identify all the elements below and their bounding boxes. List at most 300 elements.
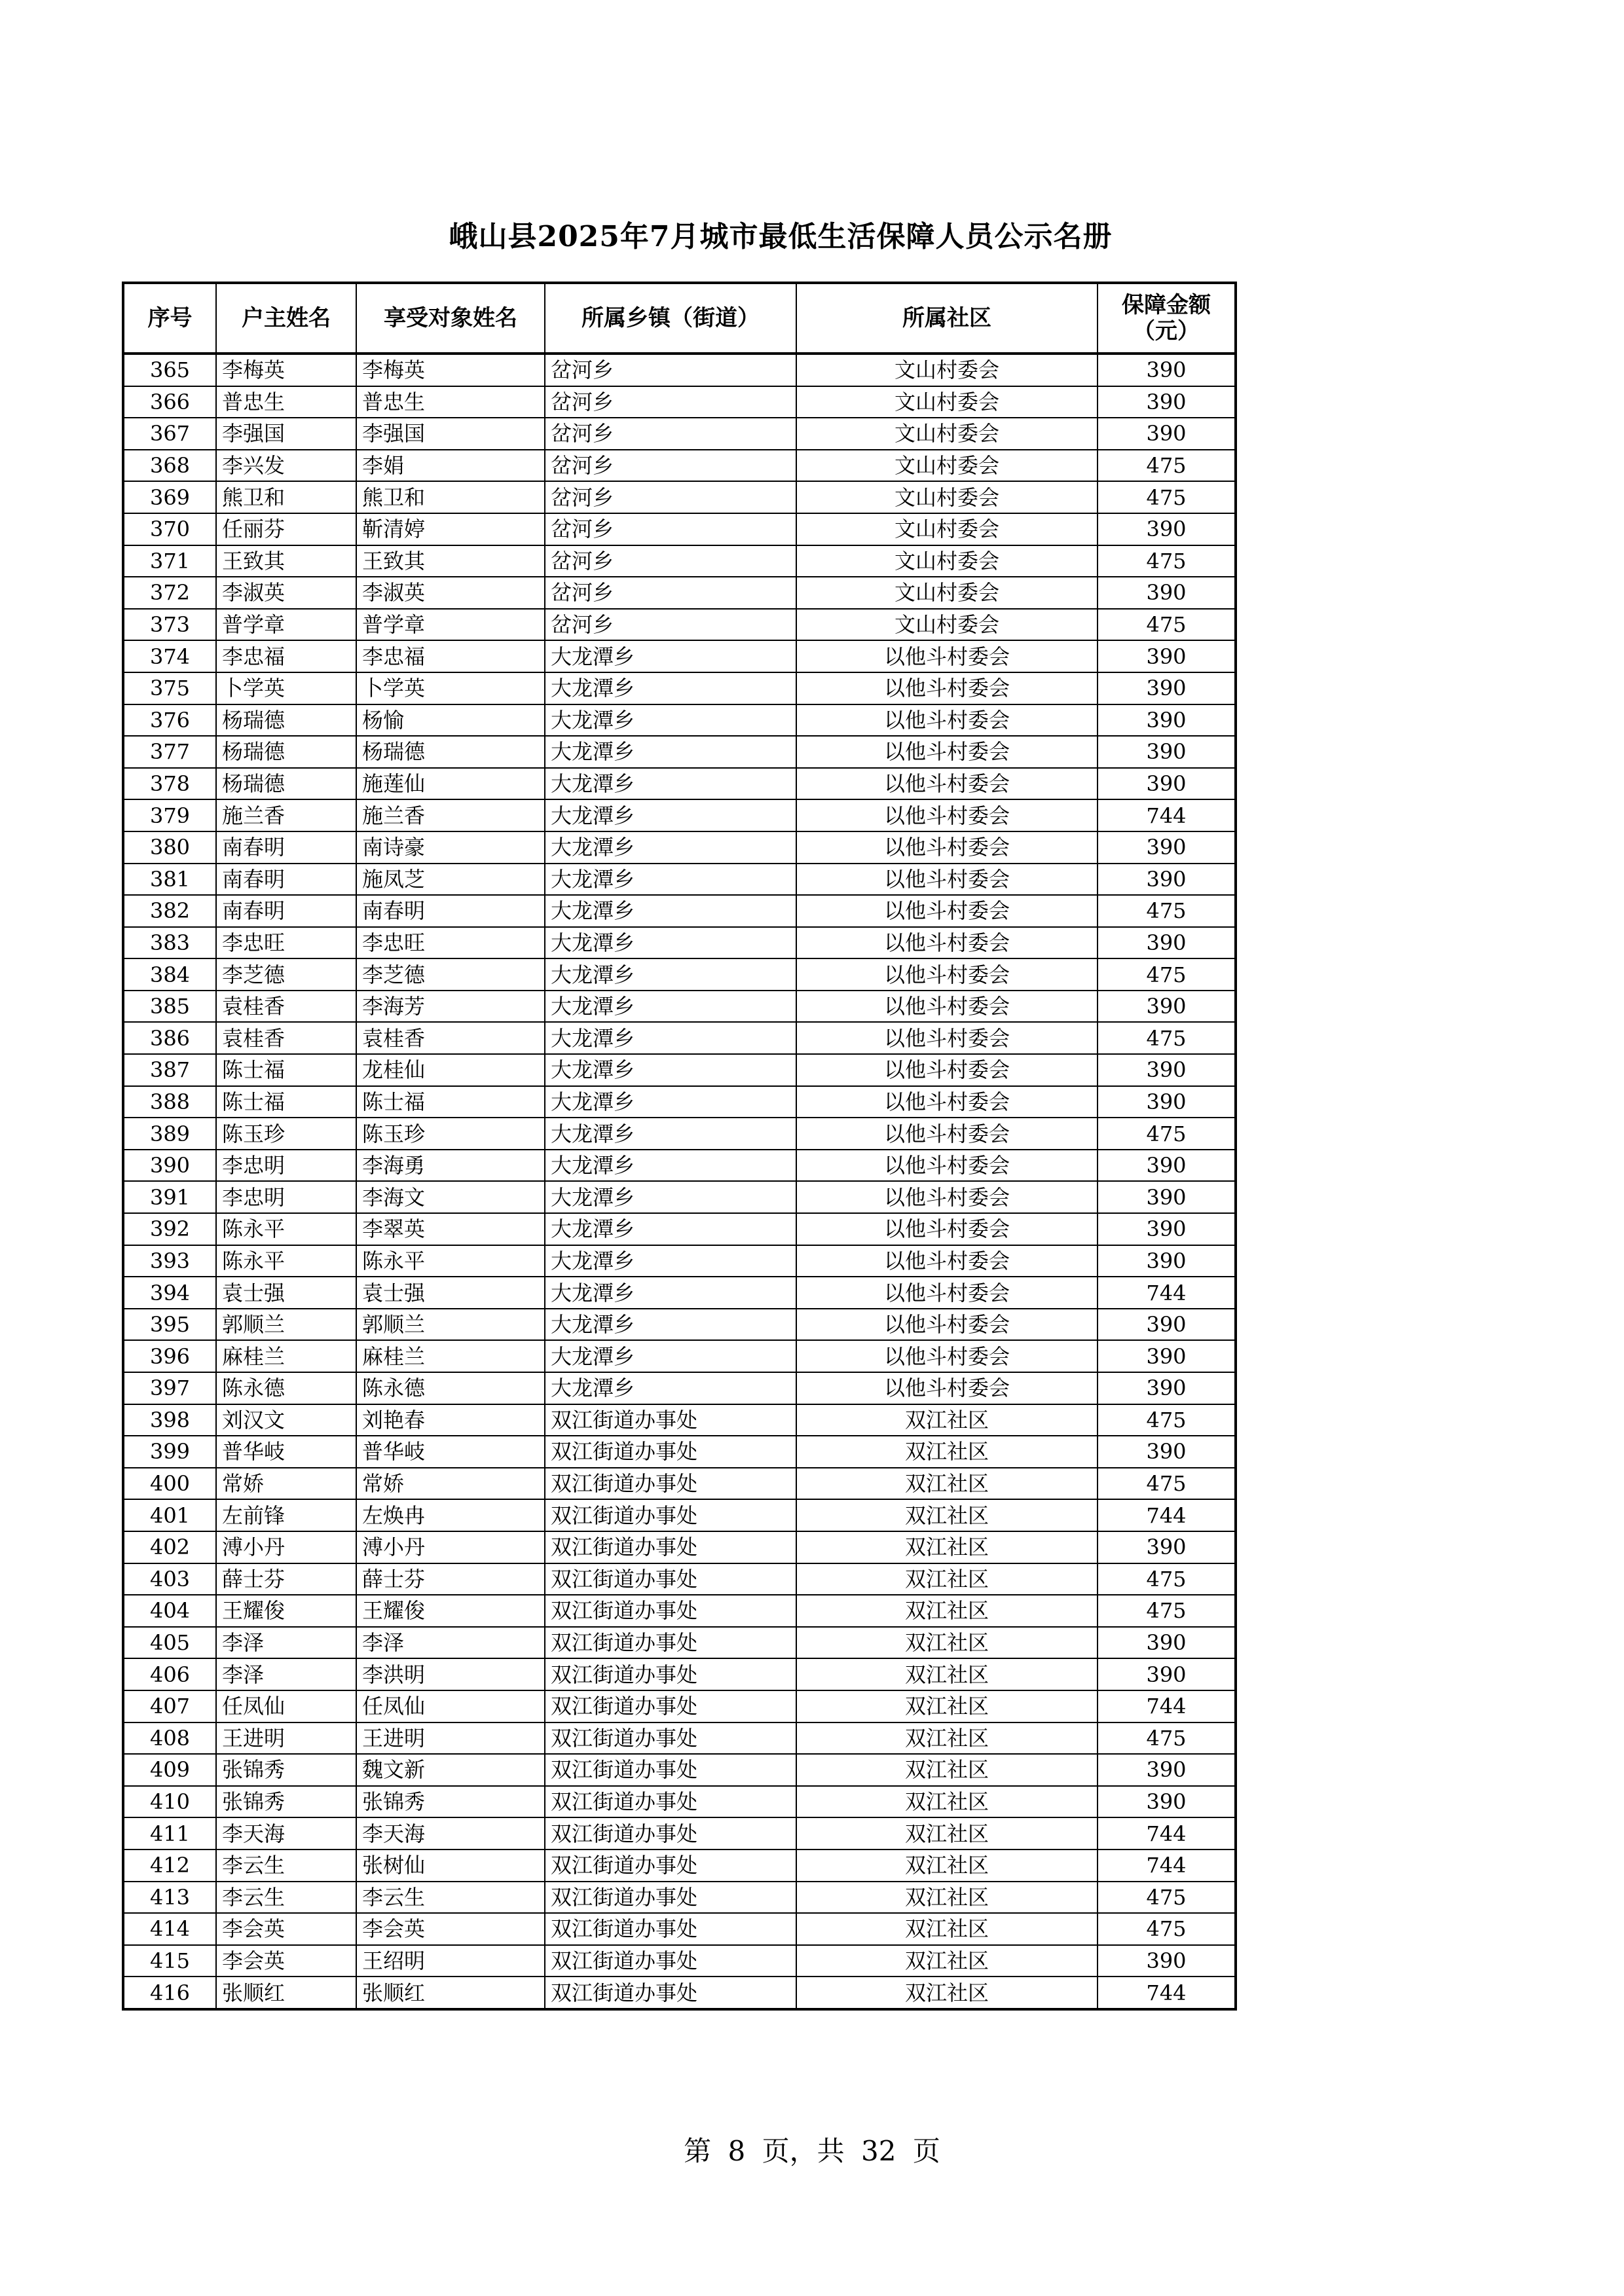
table-row [123, 481, 1236, 513]
cell-seq: 411 [123, 1817, 216, 1850]
cell-town: 双江街道办事处 [545, 1404, 796, 1436]
cell-community: 双江社区 [796, 1468, 1098, 1500]
cell-community: 双江社区 [796, 1563, 1098, 1595]
cell-head-name: 李梅英 [216, 354, 356, 386]
table-row [123, 1245, 1236, 1277]
cell-head-name: 王致其 [216, 545, 356, 577]
table-row [123, 1786, 1236, 1818]
table-row [123, 1340, 1236, 1372]
cell-seq: 384 [123, 958, 216, 991]
cell-person-name: 李会英 [356, 1913, 545, 1945]
table-row [123, 1309, 1236, 1341]
table-row [123, 1977, 1236, 2009]
table-row [123, 704, 1236, 737]
table-row [123, 1690, 1236, 1722]
cell-seq: 414 [123, 1913, 216, 1945]
cell-seq: 375 [123, 672, 216, 704]
cell-community: 以他斗村委会 [796, 1086, 1098, 1118]
cell-person-name: 张树仙 [356, 1850, 545, 1882]
page-title-text: 峨山县2025年7月城市最低生活保障人员公示名册 [449, 220, 1113, 253]
footer-total-pages: 32 [861, 2135, 896, 2167]
cell-seq: 392 [123, 1213, 216, 1245]
cell-person-name: 李洪明 [356, 1658, 545, 1690]
cell-person-name: 李娟 [356, 450, 545, 482]
cell-head-name: 袁桂香 [216, 1022, 356, 1054]
header-row [123, 283, 1236, 354]
cell-town: 双江街道办事处 [545, 1468, 796, 1500]
cell-community: 双江社区 [796, 1913, 1098, 1945]
cell-community: 双江社区 [796, 1786, 1098, 1818]
cell-seq: 407 [123, 1690, 216, 1722]
cell-person-name: 王进明 [356, 1722, 545, 1755]
cell-town: 双江街道办事处 [545, 1786, 796, 1818]
cell-person-name: 普忠生 [356, 386, 545, 418]
cell-town: 双江街道办事处 [545, 1817, 796, 1850]
cell-community: 以他斗村委会 [796, 704, 1098, 737]
cell-town: 大龙潭乡 [545, 704, 796, 737]
cell-community: 以他斗村委会 [796, 1340, 1098, 1372]
cell-seq: 385 [123, 991, 216, 1023]
cell-community: 以他斗村委会 [796, 1181, 1098, 1213]
cell-person-name: 李海芳 [356, 991, 545, 1023]
cell-amount: 390 [1098, 1372, 1236, 1404]
cell-amount: 475 [1098, 1913, 1236, 1945]
footer-middle: 页，共 [762, 2135, 845, 2167]
table-row [123, 1850, 1236, 1882]
cell-amount: 390 [1098, 927, 1236, 959]
cell-town: 岔河乡 [545, 386, 796, 418]
cell-community: 文山村委会 [796, 386, 1098, 418]
cell-town: 双江街道办事处 [545, 1436, 796, 1468]
cell-head-name: 常娇 [216, 1468, 356, 1500]
table-row [123, 386, 1236, 418]
cell-head-name: 溥小丹 [216, 1531, 356, 1563]
page-title [0, 217, 1624, 257]
cell-community: 以他斗村委会 [796, 1150, 1098, 1182]
cell-person-name: 龙桂仙 [356, 1054, 545, 1086]
cell-head-name: 普华岐 [216, 1436, 356, 1468]
cell-community: 以他斗村委会 [796, 640, 1098, 672]
cell-seq: 410 [123, 1786, 216, 1818]
cell-community: 双江社区 [796, 1754, 1098, 1786]
cell-seq: 382 [123, 895, 216, 927]
cell-seq: 386 [123, 1022, 216, 1054]
cell-town: 大龙潭乡 [545, 1245, 796, 1277]
cell-head-name: 李忠旺 [216, 927, 356, 959]
header-amount-line1: 保障金额 [1122, 292, 1211, 318]
cell-town: 大龙潭乡 [545, 1309, 796, 1341]
cell-town: 大龙潭乡 [545, 1054, 796, 1086]
cell-head-name: 南春明 [216, 864, 356, 896]
cell-community: 以他斗村委会 [796, 768, 1098, 800]
cell-seq: 396 [123, 1340, 216, 1372]
table-row [123, 991, 1236, 1023]
cell-head-name: 陈玉珍 [216, 1118, 356, 1150]
cell-head-name: 普忠生 [216, 386, 356, 418]
cell-person-name: 陈士福 [356, 1086, 545, 1118]
cell-amount: 390 [1098, 1945, 1236, 1977]
cell-community: 以他斗村委会 [796, 1022, 1098, 1054]
cell-head-name: 李淑英 [216, 577, 356, 609]
cell-community: 双江社区 [796, 1436, 1098, 1468]
cell-town: 大龙潭乡 [545, 1277, 796, 1309]
table-row [123, 513, 1236, 545]
cell-head-name: 任凤仙 [216, 1690, 356, 1722]
cell-community: 以他斗村委会 [796, 1213, 1098, 1245]
page-footer [0, 2132, 1624, 2171]
table-row [123, 1054, 1236, 1086]
cell-amount: 390 [1098, 640, 1236, 672]
cell-town: 双江街道办事处 [545, 1977, 796, 2009]
cell-head-name: 陈永平 [216, 1213, 356, 1245]
table-row [123, 799, 1236, 831]
cell-town: 大龙潭乡 [545, 1340, 796, 1372]
cell-town: 大龙潭乡 [545, 1022, 796, 1054]
cell-community: 文山村委会 [796, 513, 1098, 545]
cell-community: 双江社区 [796, 1850, 1098, 1882]
cell-seq: 402 [123, 1531, 216, 1563]
cell-town: 大龙潭乡 [545, 768, 796, 800]
cell-community: 以他斗村委会 [796, 1372, 1098, 1404]
cell-head-name: 陈士福 [216, 1054, 356, 1086]
cell-community: 以他斗村委会 [796, 799, 1098, 831]
table-row [123, 418, 1236, 450]
cell-community: 以他斗村委会 [796, 831, 1098, 864]
cell-town: 大龙潭乡 [545, 1181, 796, 1213]
cell-head-name: 张锦秀 [216, 1754, 356, 1786]
cell-person-name: 李海文 [356, 1181, 545, 1213]
table-row [123, 577, 1236, 609]
cell-head-name: 薛士芬 [216, 1563, 356, 1595]
cell-head-name: 施兰香 [216, 799, 356, 831]
table-row [123, 1531, 1236, 1563]
cell-person-name: 李云生 [356, 1882, 545, 1914]
cell-person-name: 陈永德 [356, 1372, 545, 1404]
cell-head-name: 南春明 [216, 831, 356, 864]
footer-page-number: 8 [728, 2135, 746, 2167]
cell-seq: 389 [123, 1118, 216, 1150]
footer-prefix: 第 [684, 2135, 712, 2167]
cell-person-name: 李海勇 [356, 1150, 545, 1182]
cell-seq: 378 [123, 768, 216, 800]
cell-person-name: 李强国 [356, 418, 545, 450]
cell-head-name: 刘汉文 [216, 1404, 356, 1436]
cell-person-name: 刘艳春 [356, 1404, 545, 1436]
cell-amount: 475 [1098, 1595, 1236, 1627]
cell-amount: 390 [1098, 768, 1236, 800]
table-row [123, 1022, 1236, 1054]
cell-community: 双江社区 [796, 1977, 1098, 2009]
table-row [123, 1150, 1236, 1182]
table-row [123, 1722, 1236, 1755]
cell-head-name: 李兴发 [216, 450, 356, 482]
cell-community: 以他斗村委会 [796, 672, 1098, 704]
cell-head-name: 李强国 [216, 418, 356, 450]
cell-town: 双江街道办事处 [545, 1563, 796, 1595]
cell-town: 大龙潭乡 [545, 672, 796, 704]
cell-head-name: 普学章 [216, 609, 356, 641]
cell-seq: 399 [123, 1436, 216, 1468]
cell-community: 以他斗村委会 [796, 895, 1098, 927]
cell-town: 大龙潭乡 [545, 1213, 796, 1245]
cell-seq: 374 [123, 640, 216, 672]
cell-town: 大龙潭乡 [545, 640, 796, 672]
cell-community: 以他斗村委会 [796, 1309, 1098, 1341]
cell-seq: 395 [123, 1309, 216, 1341]
cell-town: 大龙潭乡 [545, 991, 796, 1023]
table-row [123, 1436, 1236, 1468]
cell-community: 文山村委会 [796, 418, 1098, 450]
cell-community: 双江社区 [796, 1690, 1098, 1722]
cell-town: 双江街道办事处 [545, 1850, 796, 1882]
cell-town: 双江街道办事处 [545, 1499, 796, 1531]
cell-person-name: 普华岐 [356, 1436, 545, 1468]
header-amount [1098, 283, 1236, 354]
table-row [123, 1118, 1236, 1150]
cell-community: 文山村委会 [796, 545, 1098, 577]
cell-amount: 475 [1098, 1468, 1236, 1500]
cell-community: 文山村委会 [796, 577, 1098, 609]
cell-town: 双江街道办事处 [545, 1627, 796, 1659]
cell-town: 大龙潭乡 [545, 799, 796, 831]
cell-amount: 390 [1098, 1786, 1236, 1818]
table-row [123, 672, 1236, 704]
table-row [123, 1563, 1236, 1595]
cell-town: 大龙潭乡 [545, 736, 796, 768]
table-row [123, 1086, 1236, 1118]
cell-person-name: 王绍明 [356, 1945, 545, 1977]
cell-community: 以他斗村委会 [796, 958, 1098, 991]
cell-community: 双江社区 [796, 1882, 1098, 1914]
cell-amount: 475 [1098, 1118, 1236, 1150]
cell-community: 双江社区 [796, 1658, 1098, 1690]
cell-person-name: 卜学英 [356, 672, 545, 704]
cell-community: 以他斗村委会 [796, 864, 1098, 896]
cell-head-name: 李泽 [216, 1627, 356, 1659]
cell-seq: 366 [123, 386, 216, 418]
table-row [123, 1754, 1236, 1786]
table-row [123, 895, 1236, 927]
cell-head-name: 王耀俊 [216, 1595, 356, 1627]
cell-community: 以他斗村委会 [796, 1277, 1098, 1309]
cell-head-name: 李芝德 [216, 958, 356, 991]
cell-seq: 412 [123, 1850, 216, 1882]
cell-person-name: 李泽 [356, 1627, 545, 1659]
cell-seq: 387 [123, 1054, 216, 1086]
cell-person-name: 任凤仙 [356, 1690, 545, 1722]
cell-seq: 415 [123, 1945, 216, 1977]
table-row [123, 545, 1236, 577]
cell-person-name: 张锦秀 [356, 1786, 545, 1818]
table-row [123, 354, 1236, 386]
cell-seq: 365 [123, 354, 216, 386]
table-row [123, 450, 1236, 482]
cell-person-name: 施兰香 [356, 799, 545, 831]
cell-community: 以他斗村委会 [796, 1245, 1098, 1277]
cell-person-name: 李梅英 [356, 354, 545, 386]
table-row [123, 1372, 1236, 1404]
cell-community: 以他斗村委会 [796, 927, 1098, 959]
cell-head-name: 李忠明 [216, 1150, 356, 1182]
cell-seq: 403 [123, 1563, 216, 1595]
cell-seq: 404 [123, 1595, 216, 1627]
cell-person-name: 陈永平 [356, 1245, 545, 1277]
cell-town: 大龙潭乡 [545, 1372, 796, 1404]
cell-town: 大龙潭乡 [545, 1118, 796, 1150]
cell-town: 大龙潭乡 [545, 895, 796, 927]
roster-table-header [123, 283, 1236, 354]
cell-person-name: 王耀俊 [356, 1595, 545, 1627]
cell-amount: 475 [1098, 609, 1236, 641]
cell-amount: 475 [1098, 1022, 1236, 1054]
cell-town: 大龙潭乡 [545, 831, 796, 864]
cell-amount: 475 [1098, 545, 1236, 577]
cell-seq: 416 [123, 1977, 216, 2009]
cell-seq: 380 [123, 831, 216, 864]
cell-town: 岔河乡 [545, 418, 796, 450]
cell-person-name: 靳清婷 [356, 513, 545, 545]
cell-head-name: 张顺红 [216, 1977, 356, 2009]
cell-person-name: 李淑英 [356, 577, 545, 609]
cell-town: 大龙潭乡 [545, 958, 796, 991]
cell-seq: 413 [123, 1882, 216, 1914]
table-row [123, 927, 1236, 959]
cell-amount: 744 [1098, 1850, 1236, 1882]
cell-amount: 390 [1098, 1627, 1236, 1659]
cell-person-name: 魏文新 [356, 1754, 545, 1786]
cell-community: 双江社区 [796, 1722, 1098, 1755]
cell-town: 双江街道办事处 [545, 1531, 796, 1563]
cell-community: 双江社区 [796, 1627, 1098, 1659]
cell-seq: 405 [123, 1627, 216, 1659]
cell-seq: 381 [123, 864, 216, 896]
cell-seq: 376 [123, 704, 216, 737]
cell-head-name: 任丽芬 [216, 513, 356, 545]
header-town: 所属乡镇（街道） [545, 283, 796, 354]
cell-person-name: 李忠福 [356, 640, 545, 672]
cell-amount: 390 [1098, 1436, 1236, 1468]
roster-table-body [123, 354, 1236, 2009]
cell-town: 大龙潭乡 [545, 864, 796, 896]
cell-town: 双江街道办事处 [545, 1658, 796, 1690]
cell-seq: 397 [123, 1372, 216, 1404]
table-row [123, 768, 1236, 800]
table-row [123, 1499, 1236, 1531]
cell-amount: 390 [1098, 513, 1236, 545]
cell-amount: 390 [1098, 831, 1236, 864]
cell-town: 双江街道办事处 [545, 1690, 796, 1722]
cell-amount: 390 [1098, 1213, 1236, 1245]
cell-town: 岔河乡 [545, 481, 796, 513]
cell-town: 大龙潭乡 [545, 1086, 796, 1118]
cell-head-name: 李天海 [216, 1817, 356, 1850]
cell-town: 岔河乡 [545, 450, 796, 482]
cell-town: 岔河乡 [545, 545, 796, 577]
cell-amount: 475 [1098, 895, 1236, 927]
cell-community: 以他斗村委会 [796, 991, 1098, 1023]
cell-amount: 390 [1098, 1245, 1236, 1277]
table-row [123, 1945, 1236, 1977]
table-row [123, 1181, 1236, 1213]
cell-amount: 475 [1098, 450, 1236, 482]
cell-community: 以他斗村委会 [796, 736, 1098, 768]
header-head-name: 户主姓名 [216, 283, 356, 354]
cell-seq: 393 [123, 1245, 216, 1277]
cell-seq: 368 [123, 450, 216, 482]
cell-person-name: 杨愉 [356, 704, 545, 737]
table-row [123, 1817, 1236, 1850]
cell-seq: 401 [123, 1499, 216, 1531]
cell-town: 大龙潭乡 [545, 927, 796, 959]
cell-person-name: 南春明 [356, 895, 545, 927]
cell-community: 双江社区 [796, 1404, 1098, 1436]
cell-seq: 370 [123, 513, 216, 545]
cell-town: 岔河乡 [545, 577, 796, 609]
cell-seq: 367 [123, 418, 216, 450]
cell-seq: 400 [123, 1468, 216, 1500]
cell-town: 岔河乡 [545, 609, 796, 641]
table-row [123, 736, 1236, 768]
cell-head-name: 南春明 [216, 895, 356, 927]
cell-person-name: 张顺红 [356, 1977, 545, 2009]
cell-person-name: 薛士芬 [356, 1563, 545, 1595]
cell-person-name: 麻桂兰 [356, 1340, 545, 1372]
cell-community: 以他斗村委会 [796, 1118, 1098, 1150]
cell-seq: 388 [123, 1086, 216, 1118]
cell-seq: 390 [123, 1150, 216, 1182]
table-row [123, 958, 1236, 991]
cell-amount: 390 [1098, 864, 1236, 896]
cell-person-name: 熊卫和 [356, 481, 545, 513]
cell-seq: 394 [123, 1277, 216, 1309]
cell-person-name: 普学章 [356, 609, 545, 641]
roster-table [122, 282, 1237, 2011]
cell-amount: 390 [1098, 354, 1236, 386]
cell-head-name: 郭顺兰 [216, 1309, 356, 1341]
cell-head-name: 李会英 [216, 1913, 356, 1945]
header-community: 所属社区 [796, 283, 1098, 354]
cell-amount: 390 [1098, 1340, 1236, 1372]
cell-town: 大龙潭乡 [545, 1150, 796, 1182]
cell-person-name: 施凤芝 [356, 864, 545, 896]
cell-person-name: 南诗豪 [356, 831, 545, 864]
cell-head-name: 李忠福 [216, 640, 356, 672]
cell-seq: 371 [123, 545, 216, 577]
cell-seq: 377 [123, 736, 216, 768]
footer-suffix: 页 [912, 2135, 940, 2167]
table-row [123, 1595, 1236, 1627]
cell-head-name: 熊卫和 [216, 481, 356, 513]
cell-person-name: 袁士强 [356, 1277, 545, 1309]
cell-amount: 390 [1098, 418, 1236, 450]
cell-head-name: 左前锋 [216, 1499, 356, 1531]
table-row [123, 609, 1236, 641]
cell-town: 双江街道办事处 [545, 1595, 796, 1627]
cell-amount: 744 [1098, 1277, 1236, 1309]
cell-person-name: 袁桂香 [356, 1022, 545, 1054]
cell-community: 双江社区 [796, 1817, 1098, 1850]
cell-amount: 390 [1098, 1150, 1236, 1182]
cell-head-name: 陈永德 [216, 1372, 356, 1404]
table-row [123, 864, 1236, 896]
cell-head-name: 麻桂兰 [216, 1340, 356, 1372]
cell-community: 文山村委会 [796, 354, 1098, 386]
cell-community: 双江社区 [796, 1531, 1098, 1563]
cell-head-name: 李泽 [216, 1658, 356, 1690]
cell-head-name: 陈永平 [216, 1245, 356, 1277]
cell-community: 文山村委会 [796, 609, 1098, 641]
cell-amount: 744 [1098, 1499, 1236, 1531]
